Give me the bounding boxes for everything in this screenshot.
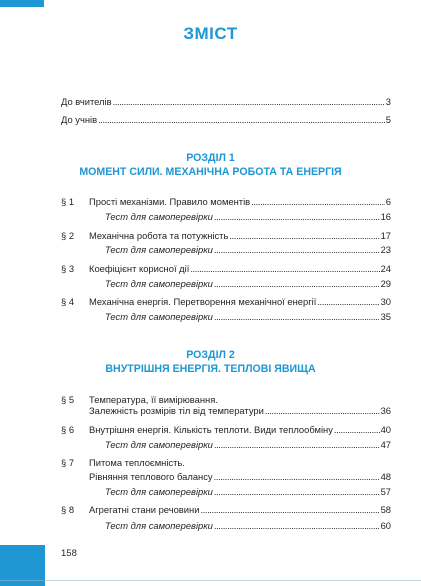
section-1-subheading: МОМЕНТ СИЛИ. МЕХАНІЧНА РОБОТА ТА ЕНЕРГІЯ	[79, 166, 342, 178]
toc-entry-label: Рівняння теплового балансу	[89, 471, 213, 482]
toc-entry-teachers[interactable]	[61, 96, 391, 107]
toc-entry-page: 40	[380, 424, 391, 435]
toc-entry-label: Механічна енергія. Перетворення механічної енергії	[89, 296, 317, 307]
toc-entry-paragraph-1[interactable]	[89, 196, 391, 207]
dot-leader	[214, 311, 380, 322]
toc-entry-students[interactable]	[61, 114, 391, 125]
dot-leader	[214, 486, 380, 497]
toc-entry-label: Агрегатні стани речовини	[89, 504, 200, 515]
toc-entry-page: 6	[385, 196, 391, 207]
page-number: 158	[61, 548, 77, 559]
toc-entry-test-8[interactable]	[105, 520, 391, 531]
toc-entry-label: До вчителів	[61, 96, 112, 107]
toc-entry-paragraph-6[interactable]	[89, 424, 391, 435]
dot-leader	[214, 211, 380, 222]
toc-entry-title-line1: Температура, її вимірювання.	[89, 394, 218, 405]
dot-leader	[190, 263, 379, 274]
dot-leader	[334, 424, 380, 435]
toc-entry-page: 30	[380, 296, 391, 307]
toc-entry-page: 29	[380, 278, 391, 289]
paragraph-number: § 8	[61, 504, 75, 515]
toc-entry-paragraph-4[interactable]	[89, 296, 391, 307]
dot-leader	[98, 114, 385, 125]
toc-entry-label: Механічна робота та потужність	[89, 230, 229, 241]
toc-entry-label: Прості механізми. Правило моментів	[89, 196, 251, 207]
toc-entry-label: До учнів	[61, 114, 98, 125]
dot-leader	[214, 244, 380, 255]
dot-leader	[214, 439, 380, 450]
bottom-divider	[0, 580, 421, 581]
toc-entry-label: Тест для самоперевірки	[105, 520, 213, 531]
toc-entry-page: 17	[380, 230, 391, 241]
toc-entry-paragraph-3[interactable]	[89, 263, 391, 274]
dot-leader	[265, 405, 380, 416]
section-1-heading: РОЗДІЛ 1	[186, 152, 235, 164]
paragraph-number: § 3	[61, 263, 75, 274]
toc-entry-page: 57	[380, 486, 391, 497]
toc-entry-page: 23	[380, 244, 391, 255]
toc-entry-test-6[interactable]	[105, 439, 391, 450]
toc-entry-page: 5	[385, 114, 391, 125]
toc-entry-page: 24	[380, 263, 391, 274]
toc-entry-page: 58	[380, 504, 391, 515]
paragraph-number: § 5	[61, 394, 75, 405]
toc-entry-paragraph-7[interactable]	[89, 471, 391, 482]
dot-leader	[317, 296, 379, 307]
paragraph-number: § 7	[61, 457, 75, 468]
toc-entry-label: Внутрішня енергія. Кількість теплоти. Види теплообміну	[89, 424, 333, 435]
section-2-heading: РОЗДІЛ 2	[186, 349, 235, 361]
toc-entry-test-1[interactable]	[105, 211, 391, 222]
paragraph-number: § 1	[61, 196, 75, 207]
dot-leader	[200, 504, 379, 515]
toc-entry-page: 35	[380, 311, 391, 322]
toc-entry-test-4[interactable]	[105, 311, 391, 322]
toc-entry-label: Коефіцієнт корисної дії	[89, 263, 190, 274]
dot-leader	[214, 278, 380, 289]
paragraph-number: § 4	[61, 296, 75, 307]
toc-entry-page: 60	[380, 520, 391, 531]
toc-entry-title-line1: Питома теплоємність.	[89, 457, 185, 468]
toc-entry-label: Тест для самоперевірки	[105, 486, 213, 497]
toc-entry-page: 48	[380, 471, 391, 482]
toc-entry-page: 16	[380, 211, 391, 222]
page-title: ЗМІСТ	[183, 24, 238, 43]
toc-entry-paragraph-8[interactable]	[89, 504, 391, 515]
dot-leader	[229, 230, 379, 241]
paragraph-number: § 2	[61, 230, 75, 241]
dot-leader	[214, 520, 380, 531]
toc-entry-page: 36	[380, 405, 391, 416]
toc-entry-label: Тест для самоперевірки	[105, 439, 213, 450]
toc-entry-test-7[interactable]	[105, 486, 391, 497]
toc-entry-page: 47	[380, 439, 391, 450]
paragraph-number: § 6	[61, 424, 75, 435]
toc-entry-paragraph-2[interactable]	[89, 230, 391, 241]
toc-entry-test-3[interactable]	[105, 278, 391, 289]
dot-leader	[251, 196, 385, 207]
toc-entry-paragraph-5[interactable]	[89, 405, 391, 416]
section-2-subheading: ВНУТРІШНЯ ЕНЕРГІЯ. ТЕПЛОВІ ЯВИЩА	[105, 363, 316, 375]
corner-tab-decoration	[0, 0, 44, 7]
dot-leader	[214, 471, 380, 482]
toc-entry-label: Тест для самоперевірки	[105, 311, 213, 322]
dot-leader	[113, 96, 385, 107]
toc-entry-test-2[interactable]	[105, 244, 391, 255]
toc-entry-label: Залежність розмірів тіл від температури	[89, 405, 264, 416]
toc-entry-label: Тест для самоперевірки	[105, 278, 213, 289]
toc-entry-label: Тест для самоперевірки	[105, 244, 213, 255]
toc-entry-label: Тест для самоперевірки	[105, 211, 213, 222]
toc-entry-page: 3	[385, 96, 391, 107]
